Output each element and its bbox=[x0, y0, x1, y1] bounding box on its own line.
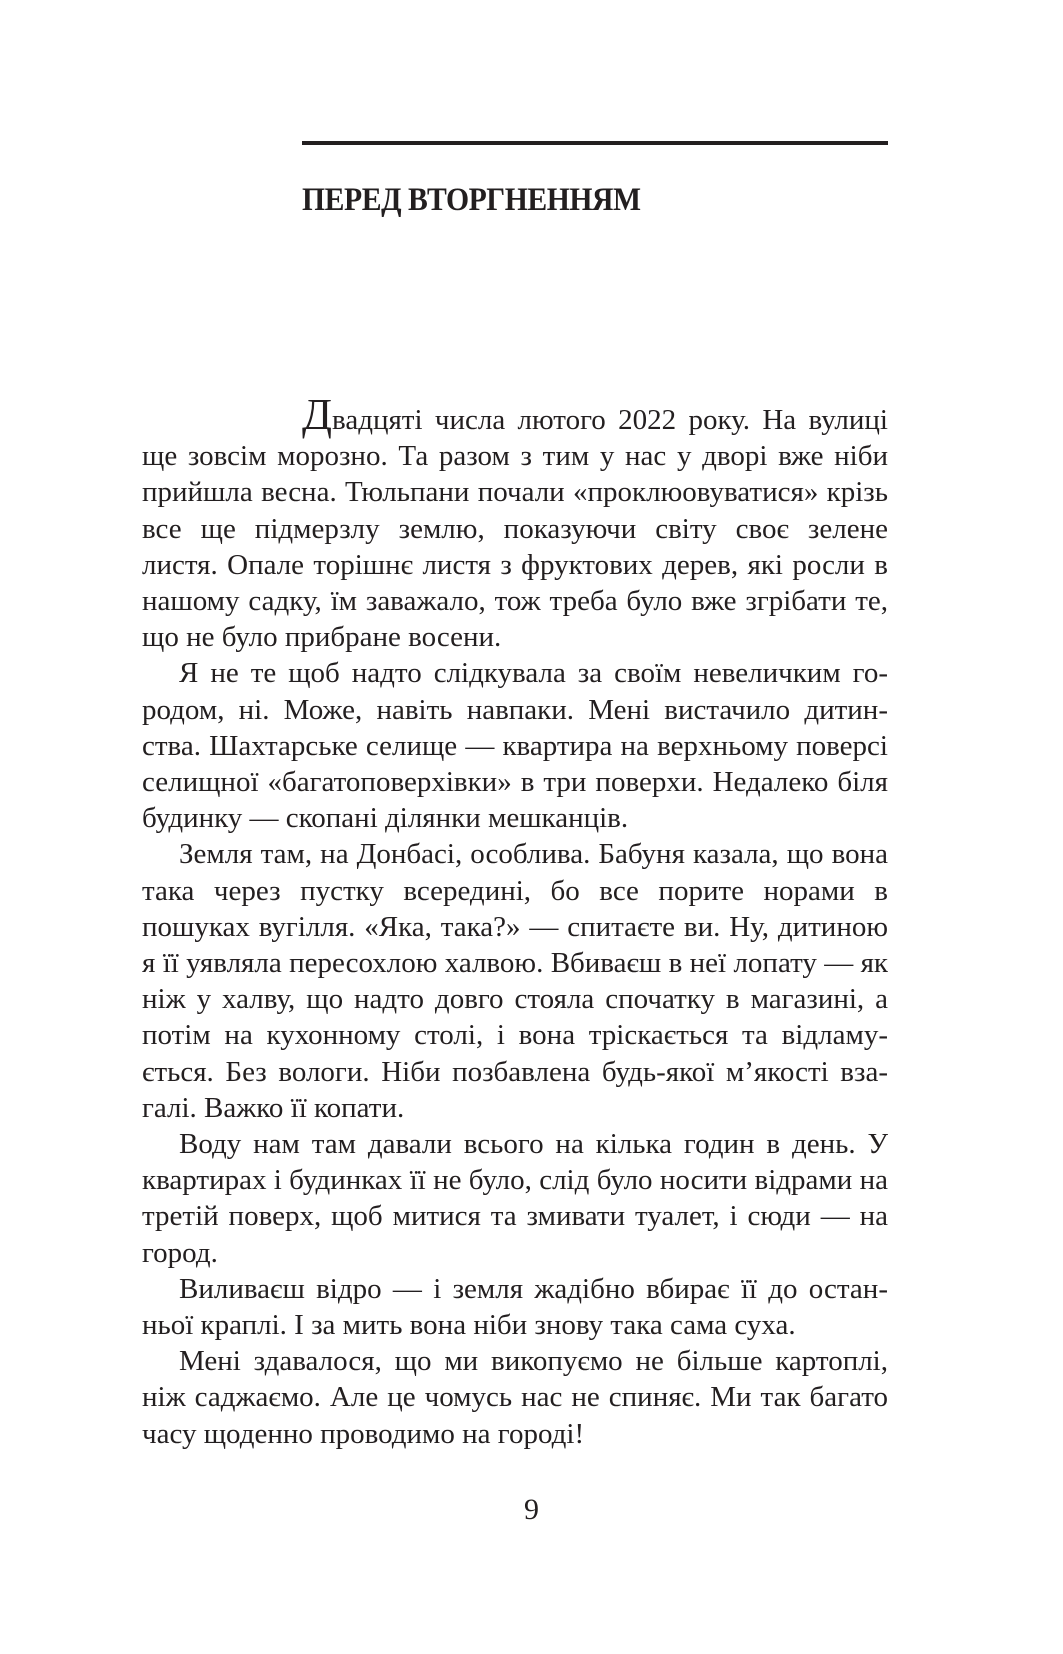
paragraph-2 bbox=[142, 655, 888, 836]
paragraph-4-text: Воду нам там давали всього на кілька годин в день. У квартирах і будинках її не було, слід було носити відрами на третій поверх, щоб митися та змивати туалет, і сюди — на город. bbox=[142, 1128, 888, 1269]
paragraph-1 bbox=[142, 390, 888, 655]
chapter-title: ПЕРЕД ВТОРГНЕННЯМ bbox=[302, 182, 641, 218]
paragraph-6 bbox=[142, 1343, 888, 1452]
chapter-body bbox=[142, 390, 888, 1452]
drop-cap-letter: Д bbox=[302, 390, 333, 439]
paragraph-2-text: Я не те щоб надто слідкувала за своїм невеличким городом, ні. Може, навіть навпаки. Мені вистачило дитинства. Шахтарське селище — квартира на верхньому поверсі селищної «багатоповерхівки» в три поверхи. Недалеко біля будинку — скопані ділянки мешканців. bbox=[142, 657, 888, 835]
paragraph-3-text: Земля там, на Донбасі, особлива. Бабуня казала, що вона така через пустку всередині, бо все порите норами в пошуках вугілля. «Яка, така?» — спитаєте ви. Ну, дитиною я її уявляла пересохлою халвою. Вбиваєш в неї лопату — як ніж у халву, що надто довго стояла спочатку в магазині, а потім на кухонному столі, і вона тріскається та відламується. Без вологи. Ніби позбавлена будь-якої м’якості взагалі. Важко її копати. bbox=[142, 838, 888, 1124]
chapter-title-rule bbox=[302, 141, 888, 145]
paragraph-3 bbox=[142, 836, 888, 1126]
paragraph-5-text: Виливаєш відро — і земля жадібно вбирає її до останньої краплі. І за мить вона ніби знову така сама суха. bbox=[142, 1272, 888, 1342]
paragraph-4 bbox=[142, 1126, 888, 1271]
paragraph-6-text: Мені здавалося, що ми викопуємо не більше картоплі, ніж саджаємо. Але це чомусь нас не спиняє. Ми так багато часу щоденно проводимо на городі! bbox=[142, 1345, 888, 1450]
paragraph-5 bbox=[142, 1271, 888, 1343]
paragraph-1-text: вадцяті числа лютого 2022 року. На вулиці ще зовсім морозно. Та разом з тим у нас у дворі вже ніби прийшла весна. Тюльпани почали «проклюовуватися» крізь все ще підмерзлу землю, показуючи світу своє зелене листя. Опале торішнє листя з фруктових дерев, які росли в нашому садку, їм заважало, тож треба було вже згрібати те, що не було прибране восени. bbox=[142, 404, 888, 654]
page-number: 9 bbox=[524, 1493, 539, 1526]
